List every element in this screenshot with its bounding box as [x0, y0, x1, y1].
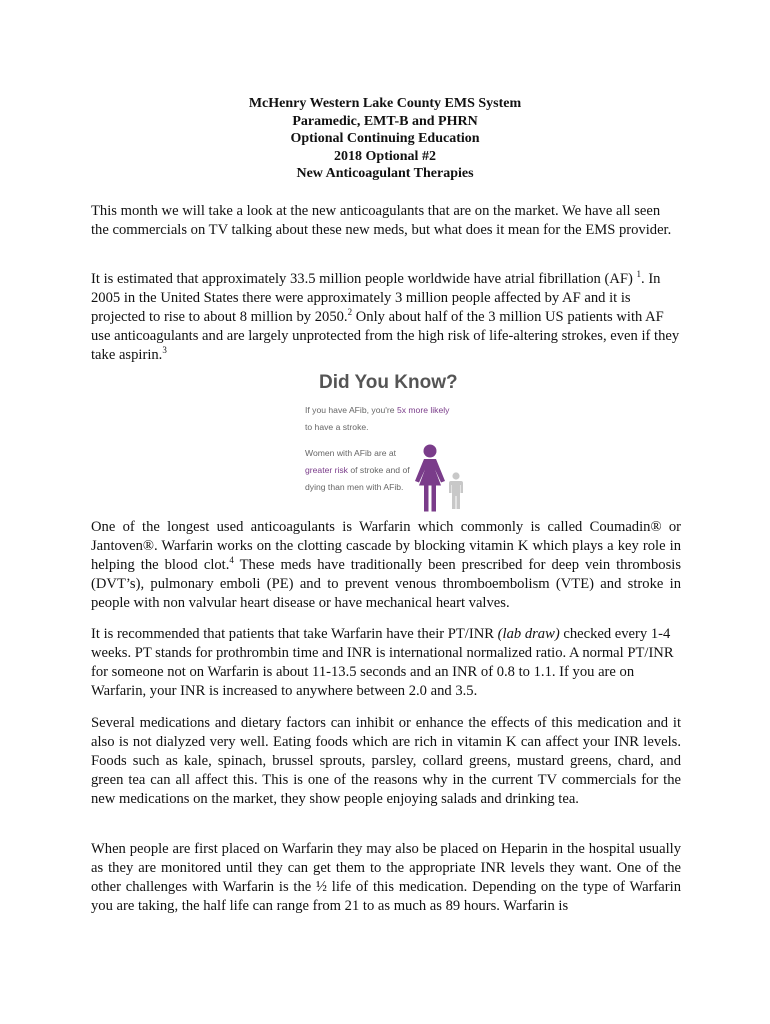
header-topic: New Anticoagulant Therapies: [296, 166, 474, 181]
infographic-fact-women-risk: Women with AFib are at greater risk of stroke and of dying than men with AFib.: [305, 448, 410, 492]
header-edition: 2018 Optional #2: [334, 148, 436, 164]
did-you-know-infographic: [300, 372, 500, 512]
heparin-half-life-paragraph: When people are first placed on Warfarin they may also be placed on Heparin in the hospital usually as they are monitored until they can get them to the appropriate INR levels they want. One of the other challenges with Warfarin is the ½ life of this medication. Depending on the type of Warfarin you are taking, the half life can range from 21 to as much as 89 hours. Warfarin is: [91, 841, 681, 914]
infographic-title: Did You Know?: [319, 372, 458, 393]
header-course: Optional Continuing Education: [290, 131, 480, 146]
citation-3: 3: [162, 345, 167, 356]
pt-inr-paragraph: It is recommended that patients that take Warfarin have their PT/INR (lab draw) checked every 1-4 weeks. PT stands for prothrombin time and INR is international normalized ratio. A normal PT/INR for someone not on Warfarin is about 11-13.5 seconds and an INR of 0.8 to 1.1. If you are on Warfarin, your INR is increased to anywhere between 2.0 and 3.5.: [91, 626, 674, 699]
document-header: [0, 95, 770, 183]
af-statistics-paragraph: It is estimated that approximately 33.5 million people worldwide have atrial fibrillation (AF) $^1$. In 2005 in the United States there were approximately 3 million people affected by AF and it is projected to rise to about 8 million by 2050.$^2$ Only about half of the 3 million US patients with AF use anticoagulants and are largely unprotected from the high risk of life-altering strokes, even if they take aspirin.$^3$: [91, 269, 680, 363]
warfarin-intro-paragraph: One of the longest used anticoagulants is Warfarin which commonly is called Coumadin® or Jantoven®. Warfarin works on the clotting cascade by blocking vitamin K which plays a key role in helping the blood clot.$^4$ These meds have traditionally been prescribed for deep vein thrombosis (DVT’s), pulmonary emboli (PE) and to prevent venous thromboembolism (VTE) and stroke in people with non valvular heart disease or have mechanical heart valves.: [91, 519, 681, 611]
medications-diet-paragraph: Several medications and dietary factors can inhibit or enhance the effects of this medication and it also is not dialyzed very well. Eating foods which are rich in vitamin K can affect your INR levels. Foods such as kale, spinach, brussel sprouts, parsley, collard greens, mustard greens, chard, and green tea can all affect this. This is one of the reasons why in the current TV commercials for the new medications on the market, they show people enjoying salads and drinking tea.: [91, 715, 681, 807]
intro-paragraph: This month we will take a look at the new anticoagulants that are on the market. We have all seen the commercials on TV talking about these new meds, but what does it mean for the EMS provider.: [91, 203, 672, 238]
infographic-fact-stroke-risk: If you have AFib, you're 5x more likely to have a stroke.: [305, 405, 450, 432]
citation-4: 4: [229, 555, 234, 566]
header-audience: Paramedic, EMT-B and PHRN: [292, 113, 478, 129]
woman-figure-icon: [412, 444, 448, 514]
citation-2: 2: [347, 307, 353, 318]
header-organization: McHenry Western Lake County EMS System: [248, 96, 522, 111]
citation-1: 1: [636, 269, 642, 280]
man-figure-icon: [447, 472, 465, 510]
